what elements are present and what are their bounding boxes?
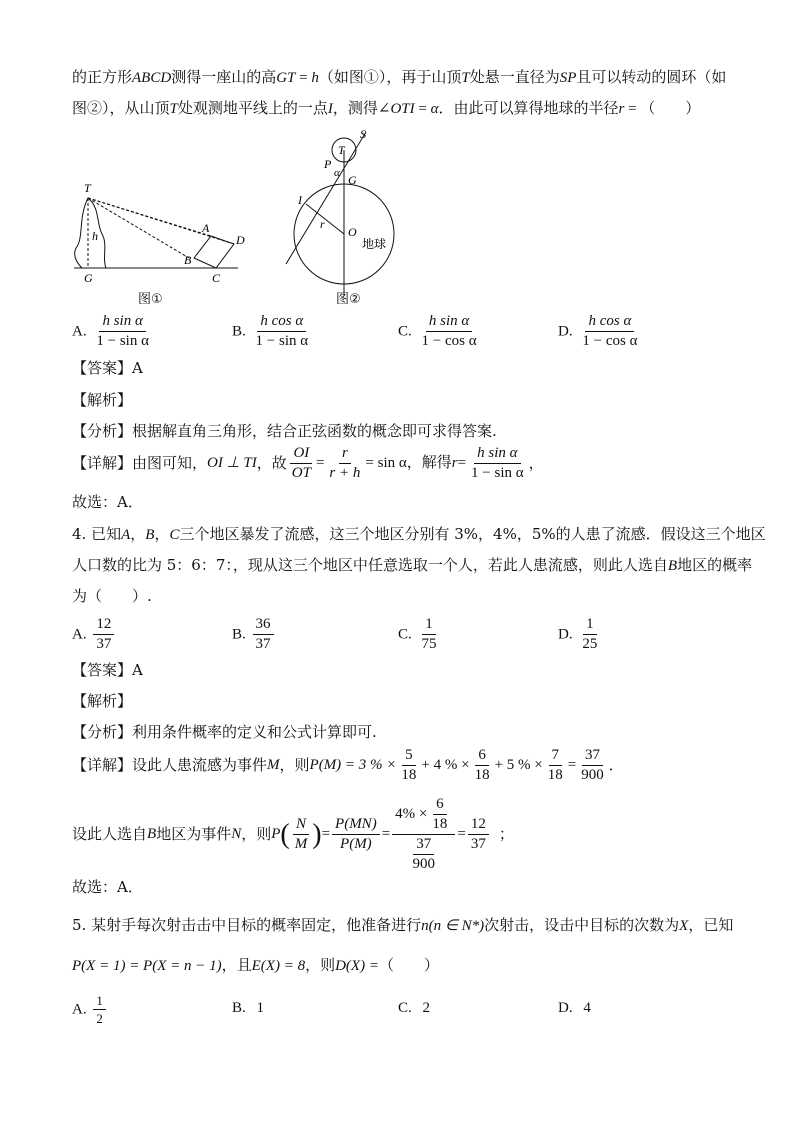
text: 4. 已知 [72,525,122,543]
q5-line1 [72,918,733,934]
option-fraction [579,617,600,652]
denominator: 75 [421,636,437,652]
text: = [414,101,431,117]
text: ABCD [132,70,172,86]
q3-line1 [72,70,726,86]
numerator: 6 [433,797,447,815]
label-T: T [338,143,345,157]
option-tag: C. [398,626,412,643]
text: GT [276,70,296,86]
text: ．由此可以算得地球的半径 [438,99,619,117]
denominator: OT [291,465,311,481]
denominator: 18 [401,767,417,783]
q4-answer: 【答案】A [72,661,143,679]
label-G: G [348,173,357,187]
paren-left: ( [280,818,290,850]
numerator: N [293,817,309,835]
label-C: C [212,271,221,285]
numerator: h cos α [257,314,306,332]
fraction [398,748,419,783]
q4-option-d[interactable] [558,617,602,652]
text: + 4 % × [421,757,470,773]
numerator: 12 [93,617,114,635]
square-ABCD [194,236,234,268]
denominator: 18 [547,767,563,783]
q3-choose: 故选：A． [72,493,143,511]
text: C [169,527,180,543]
paren-right: ) [312,818,322,850]
text: A [121,527,131,543]
text: = [457,455,467,471]
label-O: O [348,225,357,239]
numerator: r [339,446,351,464]
q4-line3: 为（ ）. [72,587,152,605]
text: T [169,101,178,117]
text: ，已知 [688,916,734,934]
numerator: 36 [253,617,274,635]
label-h: h [92,229,98,243]
compound-fraction [392,797,455,872]
text: 地区的概率 [677,556,753,574]
option-tag: B. [232,323,246,340]
denominator: 1 − sin α [255,333,309,349]
q3-line2 [72,101,700,117]
text: + 5 % × [494,757,543,773]
option-tag: C. [398,323,412,340]
label-P: P [324,157,332,171]
compound-numerator [392,797,455,835]
q3-option-c[interactable] [398,314,482,349]
text: T [461,70,470,86]
option-tag: A. [72,1001,87,1018]
text: ，且 [221,956,252,974]
figure-1-caption: 图① [138,292,163,307]
fraction [332,817,380,852]
fraction [472,748,493,783]
option-fraction [253,314,312,349]
q3-option-b[interactable] [232,314,313,349]
text: ，故 [256,454,287,472]
q3-option-d[interactable] [558,314,642,349]
text: N [231,826,242,842]
q5-option-d[interactable] [558,1000,591,1016]
denominator: 18 [432,816,448,832]
q4-option-c[interactable] [398,617,442,652]
numerator: OI [290,446,312,464]
denominator: 1 − cos α [421,333,477,349]
text: 人口数的比为 5：6：7：，现从这三个地区中任意选取一个人，若此人患流感，则此人选自 [72,556,668,574]
q4-option-b[interactable] [232,617,276,652]
q4-analysis: 【分析】利用条件概率的定义和公式计算即可. [72,723,377,741]
option-text: 4 [583,1000,591,1016]
q3-analysis-title: 【解析】 [72,391,133,409]
numerator: h cos α [585,314,634,332]
q4-line2 [72,558,752,574]
text: α [430,101,439,117]
denominator: 37 [470,836,486,852]
option-fraction [93,994,106,1025]
mountain-outline [75,198,106,268]
q5-option-a[interactable] [72,994,108,1025]
text: B [667,558,678,574]
text: ， [528,454,544,472]
text: r [451,455,458,471]
option-tag: D. [558,1000,573,1016]
text: X [679,918,689,934]
q5-option-b[interactable] [232,1000,264,1016]
text: = [321,826,331,842]
text: B [147,826,157,842]
text: B [145,527,155,543]
label-T: T [84,181,91,195]
denominator: M [294,836,308,852]
text: D(X) = [335,958,379,974]
fraction [326,446,363,481]
numerator: 1 [422,617,436,635]
text: 测得一座山的高 [171,68,277,86]
text: OTI [390,101,415,117]
text: 处观测地平线上的一点 [177,99,328,117]
text: 三个地区暴发了流感，这三个地区分别有 3%，4%，5%的人患了流感．假设这三个地区 [179,525,766,543]
figure-2-earth [280,128,420,298]
fraction [289,446,314,481]
text: ，则 [241,825,272,843]
fraction [578,748,607,783]
figure-1-mountain [66,178,256,298]
option-tag: D. [558,626,573,643]
denominator: 900 [581,767,604,783]
denominator: 18 [474,767,490,783]
label-G: G [84,271,93,285]
numerator: 7 [549,748,563,766]
text: 的正方形 [72,68,133,86]
text: ． [608,756,624,774]
label-A: A [202,221,210,235]
numerator: 37 [582,748,603,766]
text: （ ） [378,956,439,974]
denominator: P(M) [340,836,372,852]
label-S: S [360,128,366,141]
q3-option-a[interactable] [72,314,154,349]
text: h [311,70,319,86]
text: = （ ） [624,101,701,117]
option-fraction [93,314,152,349]
text: P [271,826,281,842]
fraction [468,817,489,852]
text: = [457,826,466,842]
denominator: 1 − sin α [471,465,524,481]
option-tag: C. [398,1000,412,1016]
text: 【详解】设此人患流感为事件 [72,756,268,774]
option-tag: A. [72,626,87,643]
denominator: 25 [582,636,598,652]
text: ， [130,525,146,543]
text: ，则 [279,756,310,774]
text: E(X) = 8 [251,958,306,974]
radius-OI [306,204,344,234]
label-I: I [298,193,302,207]
q4-option-a[interactable] [72,617,116,652]
text: 且可以转动的圆环（如 [576,68,727,86]
label-alpha: α [334,167,340,179]
text: ； [498,825,514,843]
fraction [545,748,566,783]
label-r: r [320,217,325,231]
sight-line-D [88,198,234,244]
q4-analysis-title: 【解析】 [72,692,133,710]
q3-answer: 【答案】A [72,359,143,377]
text: = sin α，解得 [365,455,452,471]
q3-analysis: 【分析】根据解直角三角形，结合正弦函数的概念即可求得答案. [72,422,497,440]
text: 设此人选自 [72,825,148,843]
text: 次射击，设击中目标的次数为 [484,916,680,934]
option-tag: A. [72,323,87,340]
q4-detail-1 [72,748,624,783]
denominator: r + h [329,465,361,481]
denominator: 1 − cos α [582,333,638,349]
option-tag: B. [232,1000,246,1016]
numerator: h sin α [99,314,145,332]
text: I [327,101,333,117]
text: 图②），从山顶 [72,99,170,117]
text: r [618,101,625,117]
option-text: 1 [256,1000,265,1016]
q4-choose: 故选：A． [72,878,143,896]
label-D: D [236,233,245,247]
label-earth: 地球 [362,237,387,251]
text: 地区为事件 [156,825,232,843]
text: P(M) = 3 % × [309,757,397,773]
text: = [567,757,577,773]
q5-line2 [72,958,439,974]
q3-detail [72,446,544,481]
fraction [410,837,439,872]
label-B: B [184,253,192,267]
denominator: 37 [255,636,271,652]
text: P(X = 1) = P(X = n − 1) [72,958,222,974]
numerator: 37 [413,837,434,855]
q4-detail-2 [72,797,514,872]
option-fraction [579,314,640,349]
fraction [292,817,311,852]
text: = [315,455,325,471]
sight-line-A [88,198,211,236]
numerator: 1 [93,994,106,1010]
q4-line1 [72,527,766,543]
text: （如图①），再于山顶 [318,68,462,86]
numerator: 12 [468,817,489,835]
numerator: h sin α [474,446,520,464]
text: ， [154,525,170,543]
text: = [295,70,312,86]
text: = [381,826,391,842]
numerator: h sin α [426,314,472,332]
sight-line-B [88,198,189,258]
text: 4% × [395,806,428,822]
text: n(n ∈ N*) [421,918,485,934]
fraction [468,446,527,481]
option-fraction [419,314,480,349]
text: ，则 [305,956,336,974]
text: ，测得∠ [332,99,391,117]
denominator: 2 [96,1011,103,1026]
figure-2-caption: 图② [336,292,361,307]
numerator: P(MN) [332,817,380,835]
text: 5. 某射手每次射击击中目标的概率固定，他准备进行 [72,916,422,934]
option-fraction [253,617,274,652]
fraction [429,797,450,832]
q5-option-c[interactable] [398,1000,430,1016]
numerator: 6 [475,748,489,766]
text: 【详解】由图可知， [72,454,208,472]
option-tag: B. [232,626,246,643]
text: OI ⊥ TI [207,455,257,471]
numerator: 1 [583,617,597,635]
option-text: 2 [422,1000,431,1016]
option-fraction [419,617,440,652]
text: M [267,757,280,773]
denominator: 1 − sin α [96,333,149,349]
option-fraction [93,617,114,652]
option-tag: D. [558,323,573,340]
numerator: 5 [402,748,416,766]
compound-denominator [405,835,444,872]
text: SP [559,70,577,86]
denominator: 37 [96,636,112,652]
denominator: 900 [412,856,436,872]
text: 处悬一直径为 [469,68,560,86]
